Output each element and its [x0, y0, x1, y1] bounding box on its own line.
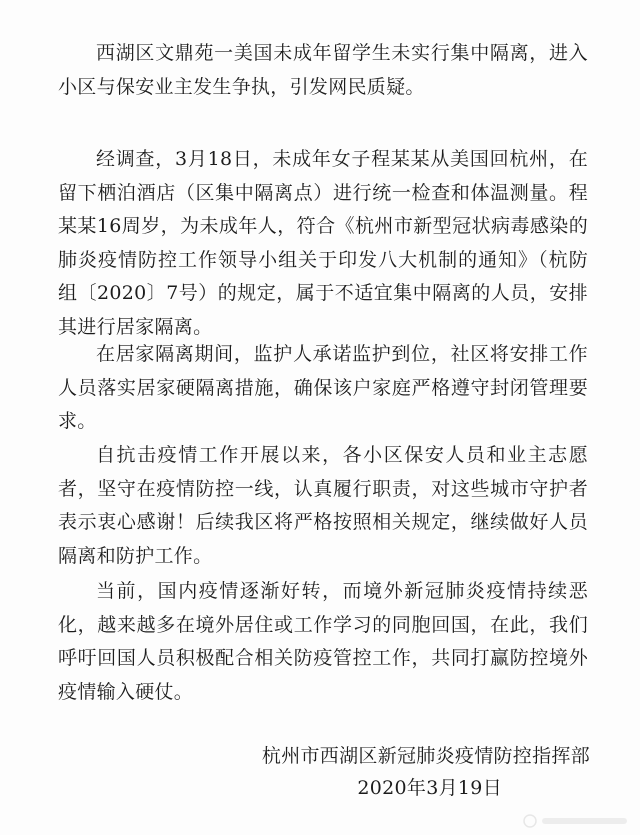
signature-date: 2020年3月19日: [357, 777, 502, 799]
paragraph-thanks: 自抗击疫情工作开展以来，各小区保安人员和业主志愿者，坚守在疫情防控一线，认真履行职责，对这些城市守护者表示衷心感谢！后续我区将严格按照相关规定，继续做好人员隔离和防护工作。: [58, 444, 588, 567]
paragraph-intro: 西湖区文鼎苑一美国未成年留学生未实行集中隔离，进入小区与保安业主发生争执，引发网民质疑。: [58, 42, 588, 98]
watermark-logo: [522, 813, 632, 829]
paragraph-investigation: 经调查，3月18日，未成年女子程某某从美国回杭州，在留下栖泊酒店（区集中隔离点）进行统一检查和体温测量。程某某16周岁，为未成年人，符合《杭州市新型冠状病毒感染的肺炎疫情防控工作领导小组关于印发八大机制的通知》（杭防组〔2020〕7号）的规定，属于不适宜集中隔离的人员，安排其进行居家隔离。: [58, 148, 588, 338]
paragraph-appeal: 当前，国内疫情逐渐好转，而境外新冠肺炎疫情持续恶化，越来越多在境外居住或工作学习的同胞回国，在此，我们呼吁回国人员积极配合相关防疫管控工作，共同打赢防控境外疫情输入硬仗。: [58, 580, 588, 703]
paragraph-home-quarantine: 在居家隔离期间，监护人承诺监护到位，社区将安排工作人员落实居家硬隔离措施，确保该户家庭严格遵守封闭管理要求。: [58, 343, 588, 432]
signature-organization: 杭州市西湖区新冠肺炎疫情防控指挥部: [261, 745, 590, 767]
